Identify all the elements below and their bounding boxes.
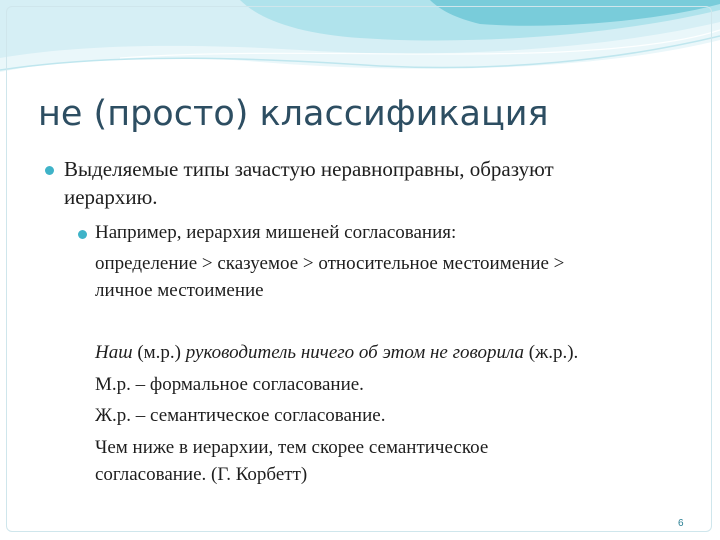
slide-title: не (просто) классификация [38, 94, 549, 134]
page-number: 6 [678, 518, 684, 529]
example-gender-f: (ж.р.). [524, 342, 579, 363]
example-line5: согласование. (Г. Корбетт) [95, 464, 308, 485]
example-phrase: руководитель ничего об этом не говорила [185, 342, 525, 363]
bullet-dot [45, 166, 54, 175]
bullet2-line1: Например, иерархия мишеней согласования: [95, 222, 457, 243]
bullet1-line2: иерархию. [64, 185, 158, 209]
example-line3: Ж.р. – семантическое согласование. [95, 405, 386, 426]
bullet-dot-sub [78, 230, 87, 239]
example-gender-m: (м.р.) [132, 342, 186, 363]
example-word-nash: Наш [95, 342, 133, 363]
bullet2-line3: личное местоимение [95, 280, 264, 301]
example-line4: Чем ниже в иерархии, тем скорее семантическое [95, 437, 489, 458]
example-line2: М.р. – формальное согласование. [95, 374, 364, 395]
example-sentence [95, 342, 578, 364]
bullet2-line2: определение > сказуемое > относительное местоимение > [95, 253, 565, 274]
bullet1-line1: Выделяемые типы зачастую неравноправны, образуют [64, 157, 554, 181]
